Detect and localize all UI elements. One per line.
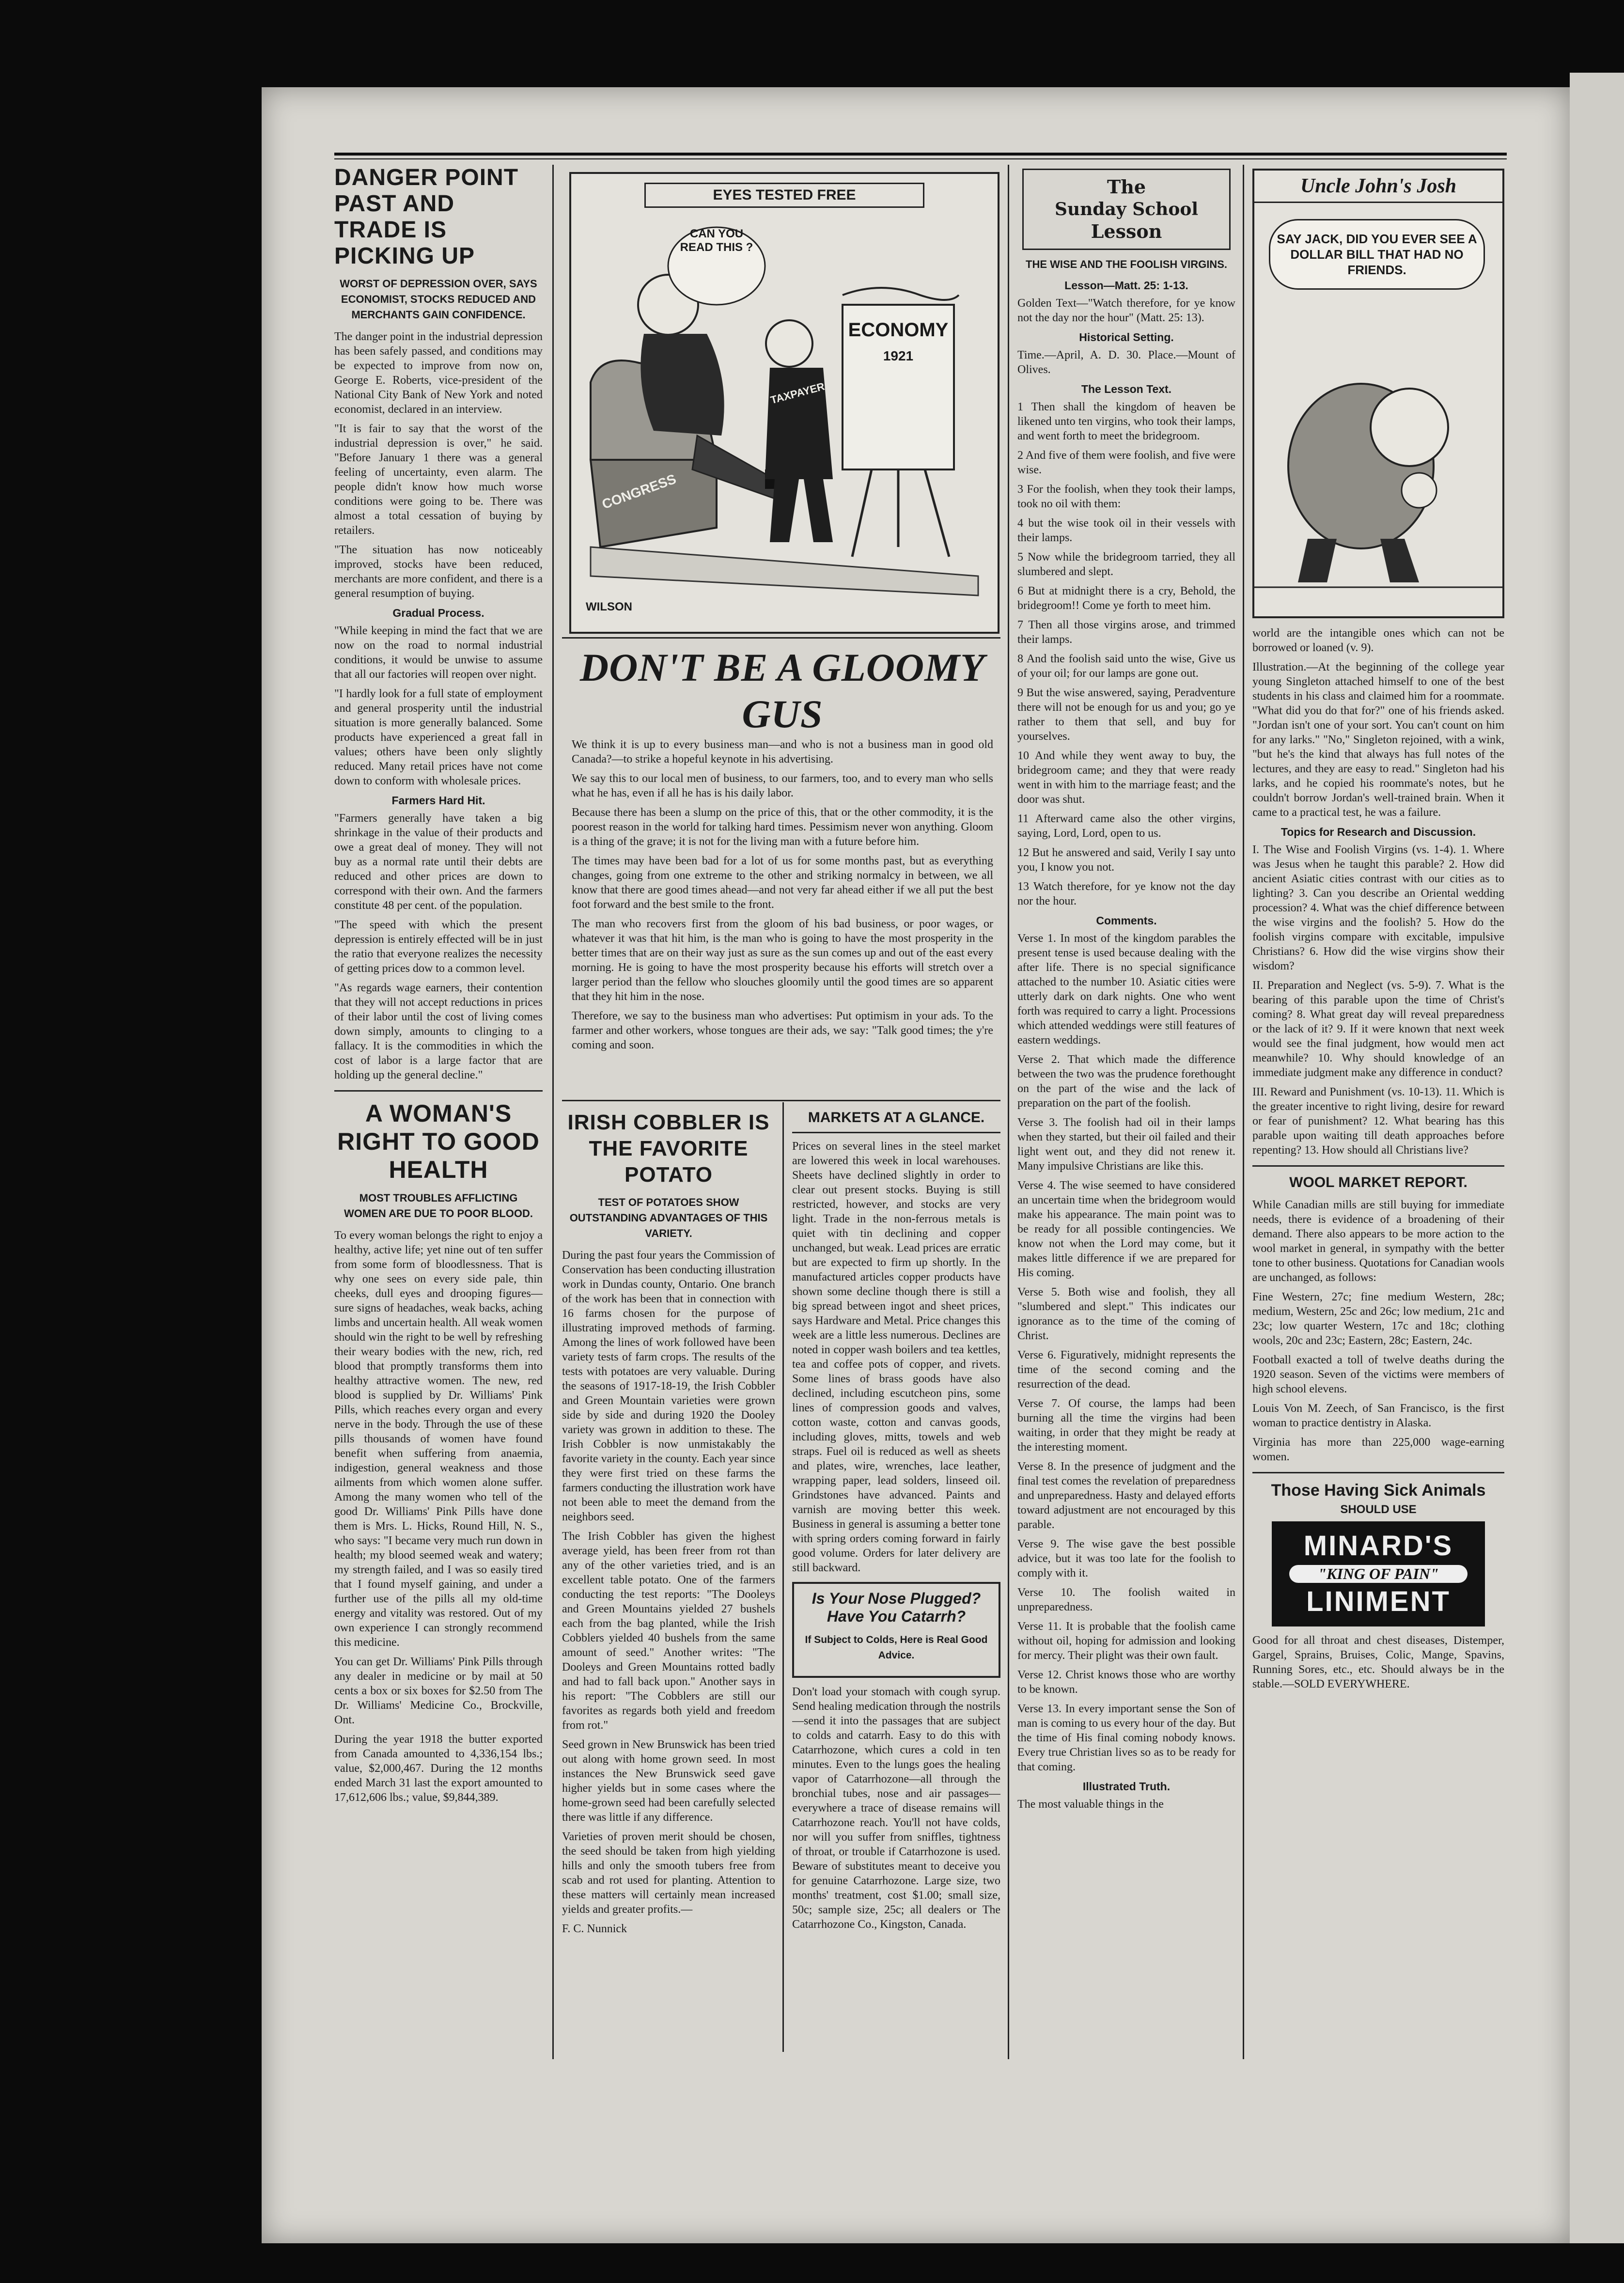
verse: 12 But he answered and said, Verily I say unto you, I know you not. — [1017, 846, 1235, 874]
cartoon-signature: WILSON — [586, 600, 632, 613]
verse: 3 For the foolish, when they took their lamps, took no oil with them: — [1017, 483, 1235, 510]
comment: Verse 4. The wise seemed to have considered an uncertain time when the bridegroom would make his appearance. The main point was to be ready for all possible contingencies. We know not when the Lord may come, but it makes little difference if we are prepared for His coming. — [1017, 1179, 1235, 1279]
verse: 13 Watch therefore, for ye know not the day nor the hour. — [1017, 880, 1235, 907]
article-paragraph: Illustration.—At the beginning of the college year young Singleton attached himself to one of the best students in his class and claimed him for a roommate. "What did you do that for?" one of his friends asked. "Jordan isn't one of your sort. You can't count on him for any larks." "No," Singleton rejoined, with a wink, "but he's the kind that always has full notes of the lectures, and they are easy to read." Singleton had his larks, and he copied his roommate's notes, but he couldn't borrow Jordan's well-trained brain. When it came to a practical test, he was a failure. — [1252, 661, 1504, 819]
ad-title-line1: Is Your Nose Plugged? — [812, 1590, 981, 1607]
ad-heading-sick-animals: Those Having Sick Animals — [1271, 1481, 1486, 1500]
article-paragraph: We say this to our local men of business, to our farmers, too, and to every man who sells what he has, even if all he has is his daily labor. — [572, 772, 993, 799]
column-rule-1 — [552, 165, 554, 2059]
verse: 6 But at midnight there is a cry, Behold, the bridegroom!! Come ye forth to meet him. — [1017, 585, 1235, 612]
article-paragraph: "While keeping in mind the fact that we are now on the road to normal industrial conditions, it would be unwise to assume that all our factories will reopen over night. — [334, 625, 543, 681]
cartoon-economy-label: ECONOMY — [848, 319, 949, 341]
subheading: Comments. — [1096, 914, 1157, 927]
article-paragraph: The times may have been bad for a lot of us for some months past, but as everything changes, going from one extreme to the other and striking normalcy in between, we all know that there are good times ahead—and not very far ahead either if we all put the best foot forward and the best smile to the front. — [572, 855, 993, 911]
article-paragraph: "The situation has now noticeably improved, stocks have been reduced, merchants are more confident, and there is a general resumption of buying. — [334, 544, 543, 600]
lesson-reference: Lesson—Matt. 25: 1-13. — [1064, 279, 1188, 292]
logo-liniment: LINIMENT — [1306, 1586, 1451, 1617]
article-paragraph: "As regards wage earners, their contention that they will not accept reductions in prices of their labor until the cost of living comes down simply, amounts to clinging to a fallacy. It is the commodities in which the cost of labor is a large factor that are holding up the general decline." — [334, 982, 543, 1081]
comic-illustration — [1254, 330, 1502, 602]
comment: Verse 3. The foolish had oil in their lamps when they started, but their oil failed and their light went out, and they did not renew it. Many impulsive Christians are like this. — [1017, 1116, 1235, 1173]
subheading: Farmers Hard Hit. — [391, 794, 485, 807]
verse: 7 Then all those virgins arose, and trimmed their lamps. — [1017, 619, 1235, 646]
article-signature: F. C. Nunnick — [562, 1923, 627, 1935]
comment: The most valuable things in the — [1017, 1798, 1164, 1811]
comment: Verse 10. The foolish waited in unpreparedness. — [1017, 1586, 1235, 1613]
gloomy-gus-article — [572, 644, 993, 1095]
article-paragraph: While Canadian mills are still buying for immediate needs, there is evidence of a broadening of their demand. There also appears to be more action to the wool market in general, in sympathy with the better tone to other business. Quotations for Canadian wools are unchanged, as follows: — [1252, 1199, 1504, 1284]
article-paragraph: Don't load your stomach with cough syrup. Send healing medication through the nostrils—send it into the passages that are subject to colds and catarrh. Easy to do this with Catarrhozone, which cures a cold in ten minutes. Even to the lungs goes the healing vapor of Catarrhozone—all through the bronchial tubes, nose and air passages—everywhere a trace of disease remains will Catarrhozone reach. You'll not have colds, nor will you suffer from sniffles, tightness of throat, or trouble if Catarrhozone is used. Beware of substitutes meant to deceive you for genuine Catarrhozone. Large size, two months' treatment, cost $1.00; small size, 50c; sample size, 25c; all dealers or The Catarrhozone Co., Kingston, Canada. — [792, 1686, 1000, 1931]
column-rule-2 — [1008, 165, 1009, 2059]
comment: Verse 7. Of course, the lamps had been burning all the time the virgins had been waiting, in order that they might be ready at the interesting moment. — [1017, 1397, 1235, 1454]
column-1 — [334, 165, 543, 2127]
top-rule — [334, 153, 1507, 156]
subheading: Historical Setting. — [1079, 331, 1174, 344]
subheading: Illustrated Truth. — [1082, 1780, 1171, 1793]
golden-text: Golden Text—"Watch therefore, for ye know not the day nor the hour" (Matt. 25: 13). — [1017, 297, 1235, 324]
comment: Verse 2. That which made the difference between the two was the prudence forethought on the part of the wise and the lack of preparation on the part of the foolish. — [1017, 1053, 1235, 1110]
article-paragraph: Fine Western, 27c; fine medium Western, 28c; medium, Western, 25c and 26c; low medium, 21c and 23c; low quarter Western, 17c and 18c; clothing wools, 20c and 23c; Eastern, 28c; Eastern, 24c. — [1252, 1291, 1504, 1347]
column-rule-2b — [782, 1102, 784, 2052]
verse: 9 But the wise answered, saying, Peradventure there will not be enough for us and you; go ye rather to them that sell, and buy for yourselves. — [1017, 687, 1235, 743]
verse: 10 And while they went away to buy, the bridegroom came; and they that were ready went in with him to the marriage feast; and the door was shut. — [1017, 750, 1235, 806]
comment: Verse 6. Figuratively, midnight represents the time of the second coming and the resurrection of the dead. — [1017, 1349, 1235, 1391]
article-paragraph: III. Reward and Punishment (vs. 10-13). 11. Which is the greater incentive to right living, desire for reward or fear of punishment? 12. What bearing has this parable upon waiting till death approaches before repenting? 13. How should all Christians live? — [1252, 1086, 1504, 1157]
editorial-cartoon — [569, 172, 999, 634]
markets-article — [792, 1110, 1000, 2054]
article-paragraph: The danger point in the industrial depression has been safely passed, and conditions may be expected to improve from now on, George E. Roberts, vice-president of the National City Bank of New York and noted economist, declared in an interview. — [334, 330, 543, 416]
article-paragraph: During the past four years the Commission of Conservation has been conducting illustration work in Dundas county, Ontario. One branch of the work has been that in connection with 16 farms chosen for the purpose of illustrating improved methods of farming. Among the lines of work followed have been variety tests of farm crops. The results of the tests with potatoes are very valuable. During the seasons of 1917-18-19, the Irish Cobbler and Green Mountain varieties were grown side by side and during 1920 the Dooley variety was grown in addition to these. The Irish Cobbler is now unmistakably the favorite variety in the county. Each year since they were first tried on these farms the farmers conducting the illustration work have not been able to meet the demand from the neighbors seed. — [562, 1249, 775, 1523]
cartoon-speech-bubble: CAN YOU READ THIS ? — [680, 227, 753, 254]
headline-irish-cobbler: IRISH COBBLER IS THE FAVORITE POTATO — [567, 1110, 770, 1187]
article-paragraph: To every woman belongs the right to enjoy a healthy, active life; yet nine out of ten suffer from some form of bloodlessness. That is why one sees on every side pale, thin cheeks, dull eyes and drooping figures—sure signs of headaches, weak backs, aching limbs and uncertain health. All weak women should win the right to be well by refreshing their weary bodies with the new, rich, red blood that promptly transforms them into healthy attractive women. The new, red blood is supplied by Dr. Williams' Pink Pills, which reaches every organ and every nerve in the body. Through the use of these pills thousands of women have found benefit when suffering from anaemia, indigestion, general weakness and those ailments from which women alone suffer. Among the many women who tell of the good Dr. Williams' Pink Pills have done them is Mrs. L. Hicks, Round Hill, N. S., who says: "I became very much run down in health; my blood seemed weak and watery; my strength failed, and I was so easily tired that I found myself gaining, and under a further use of the pills all my old-time energy and vitality was restored. Out of my own experience I can strongly recommend this medicine. — [334, 1229, 543, 1649]
cartoon-illustration — [571, 208, 998, 625]
newspaper-page — [262, 87, 1570, 2243]
header-lesson: Lesson — [1091, 220, 1162, 242]
ad-title-line2: Have You Catarrh? — [827, 1608, 966, 1625]
irish-cobbler-article — [562, 1110, 775, 2054]
logo-slogan: "KING OF PAIN" — [1289, 1565, 1468, 1583]
comic-strip — [1252, 169, 1504, 618]
article-paragraph: Therefore, we say to the business man who advertises: Put optimism in your ads. To the farmer and other workers, whose tongues are their ads, we say: "Talk good times; the y're coming and soon. — [572, 1010, 993, 1051]
ad-should-use: SHOULD USE — [1340, 1503, 1417, 1516]
verse: 8 And the foolish said unto the wise, Give us of your oil; for our lamps are gone out. — [1017, 653, 1235, 680]
headline-markets: MARKETS AT A GLANCE. — [808, 1110, 985, 1126]
comment: Verse 12. Christ knows those who are worthy to be known. — [1017, 1669, 1235, 1696]
verse: 1 Then shall the kingdom of heaven be likened unto ten virgins, who took their lamps, and went forth to meet the bridegroom. — [1017, 401, 1235, 442]
ad-subtitle: If Subject to Colds, Here is Real Good Advice. — [805, 1634, 988, 1661]
headline-gloomy-gus: DON'T BE A GLOOMY GUS — [579, 645, 985, 736]
section-rule — [334, 1090, 543, 1092]
lesson-title: THE WISE AND THE FOOLISH VIRGINS. — [1026, 258, 1227, 270]
subhead-danger-point: WORST OF DEPRESSION OVER, SAYS ECONOMIST, STOCKS REDUCED AND MERCHANTS GAIN CONFIDENCE. — [340, 278, 537, 321]
article-paragraph: Prices on several lines in the steel market are lowered this week in local warehouses. Sheets have declined slightly in order to clear out present stocks. Buying is still restricted, however, and stocks are very light. Trade in the non-ferrous metals is quiet with tin declining and copper unchanged, but weak. Lead prices are erratic but are expected to firm up shortly. In the manufactured articles copper products have shown some decline though there is still a big spread between ingot and sheet prices, says Hardware and Metal. Price changes this week are a little less numerous. Declines are noted in copper wash boilers and tea kettles, tea and coffee pots of copper, and rivets. Some lines of brass goods have also declined, including escutcheon pins, some lines of compression goods and valves, cotton waste, cotton and canvas goods, including gloves, mitts, towels and web straps. Fuel oil is reduced as well as sheets and plates, wire, wrenches, lace leather, wrapping paper, lead solders, linseed oil. Grindstones have advanced. Paints and varnish are moving better this week. Business in general is assuming a better tone with spring orders coming forward in fairly good volume. Orders for later delivery are still backward. — [792, 1140, 1000, 1574]
article-paragraph: "It is fair to say that the worst of the industrial depression is over," he said. "Before January 1 there was a general feeling of uncertainty, even alarm. The people didn't know how much worse conditions were going to be. There was almost a total cessation of buying by retailers. — [334, 422, 543, 537]
subhead-womans-right: MOST TROUBLES AFFLICTING WOMEN ARE DUE TO POOR BLOOD. — [344, 1192, 533, 1220]
article-paragraph: We think it is up to every business man—and who is not a business man in good old Canada?—to strike a hopeful keynote in his advertising. — [572, 738, 993, 766]
article-paragraph: During the year 1918 the butter exported from Canada amounted to 4,336,154 lbs.; value, $2,000,467. During the 12 months ended March 31 last the export amounted to 17,612,606 lbs.; value, $9,844,389. — [334, 1733, 543, 1804]
verse: 4 but the wise took oil in their vessels with their lamps. — [1017, 517, 1235, 544]
rule-below-cartoon — [562, 637, 1000, 639]
sunday-school-header — [1022, 169, 1231, 250]
article-paragraph: Seed grown in New Brunswick has been tried out along with home grown seed. In most instances the New Brunswick seed gave higher yields but in some cases where the home-grown seed had been carefully selected there was little if any difference. — [562, 1738, 775, 1824]
section-rule — [1252, 1472, 1504, 1473]
subheading: Topics for Research and Discussion. — [1280, 826, 1476, 838]
article-paragraph: II. Preparation and Neglect (vs. 5-9). 7. What is the bearing of this parable upon the time of Christ's coming? 8. What great day will reveal preparedness or the lack of it? 9. If it were known that next week would see the final judgment, how would men act meanwhile? 10. Why should knowledge of an immediate judgment make any difference in conduct? — [1252, 979, 1504, 1079]
headline-wool-market: WOOL MARKET REPORT. — [1289, 1174, 1468, 1190]
article-paragraph: You can get Dr. Williams' Pink Pills through any dealer in medicine or by mail at 50 cents a box or six boxes for $2.50 from The Dr. Williams' Medicine Co., Brockville, Ont. — [334, 1656, 543, 1726]
top-rule-thin — [334, 158, 1507, 159]
comment: Verse 8. In the presence of judgment and the final test comes the revelation of preparedness and unpreparedness. Hasty and delayed efforts toward adjustment are not encouraged by this parable. — [1017, 1460, 1235, 1531]
headline-danger-point: DANGER POINT PAST AND TRADE IS PICKING UP — [334, 165, 519, 269]
section-rule — [792, 1132, 1000, 1133]
rule-above-cobbler — [562, 1100, 1000, 1101]
comic-speech-bubble: SAY JACK, DID YOU EVER SEE A DOLLAR BILL THAT HAD NO FRIENDS. — [1269, 219, 1485, 290]
article-paragraph: Time.—April, A. D. 30. Place.—Mount of Olives. — [1017, 349, 1235, 376]
headline-womans-right: A WOMAN'S RIGHT TO GOOD HEALTH — [337, 1100, 540, 1183]
minards-logo — [1272, 1521, 1485, 1626]
catarrhozone-ad-box — [792, 1582, 1000, 1678]
column-rule-3 — [1243, 165, 1244, 2059]
article-paragraph: Football exacted a toll of twelve deaths during the 1920 season. Seven of the victims were members of high school elevens. — [1252, 1354, 1504, 1395]
article-paragraph: "Farmers generally have taken a big shrinkage in the value of their products and owe a great deal of money. They will not buy as a normal rate until their debts are reduced and other prices are down to correspond with their own. And the farmers constitute 48 per cent. of the population. — [334, 812, 543, 912]
header-the: The — [1107, 176, 1146, 198]
verse: 5 Now while the bridegroom tarried, they all slumbered and slept. — [1017, 551, 1235, 578]
column-3 — [1017, 165, 1235, 2059]
article-paragraph: The man who recovers first from the gloom of his bad business, or poor wages, or whatever it was that hit him, is the man who is going to have the most prosperity in the better times that are on their way just as sure as the sun comes up and out of the east every morning. He is going to have the most prosperity because his efforts will stretch over a larger period than the fellow who slouches gloomily until the good times are so apparent that they hit him in the nose. — [572, 918, 993, 1003]
verse: 2 And five of them were foolish, and five were wise. — [1017, 449, 1235, 476]
subheading: The Lesson Text. — [1081, 383, 1172, 395]
subheading: Gradual Process. — [392, 607, 484, 619]
comment: Verse 1. In most of the kingdom parables the present tense is used because dealing with the after life. There is no special significance attached to the number 10. Asiatic cities were utterly dark on dark nights. One who went forth was required to carry a light. Processions which attended weddings were still features of eastern weddings. — [1017, 932, 1235, 1047]
comment: Verse 11. It is probable that the foolish came without oil, hoping for admission and looking for mercy. Their plight was their own fault. — [1017, 1620, 1235, 1662]
article-paragraph: "I hardly look for a full state of employment and general prosperity until the industrial situation is more generally balanced. Some products have experienced a great fall in values; others have been only slightly reduced. Many retail prices have not come down to conform with wholesale prices. — [334, 688, 543, 787]
header-sunday-school: Sunday School — [1054, 199, 1199, 219]
comment: Verse 13. In every important sense the Son of man is coming to us every hour of the day. But the time of His final coming nobody knows. Every true Christian lives so as to be ready for that coming. — [1017, 1703, 1235, 1773]
logo-minards: MINARD'S — [1303, 1530, 1453, 1562]
ad-text: Good for all throat and chest diseases, Distemper, Gargel, Sprains, Bruises, Colic, Mange, Spavins, Running Sores, etc., etc. Should always be in the stable.—SOLD EVERYWHERE. — [1252, 1634, 1504, 1690]
article-paragraph: Louis Von M. Zeech, of San Francisco, is the first woman to practice dentistry in Alaska. — [1252, 1402, 1504, 1429]
verse: 11 Afterward came also the other virgins, saying, Lord, Lord, open to us. — [1017, 813, 1235, 840]
section-rule — [1252, 1165, 1504, 1167]
comment: Verse 9. The wise gave the best possible advice, but it was too late for the foolish to comply with it. — [1017, 1538, 1235, 1579]
subhead-irish-cobbler: TEST OF POTATOES SHOW OUTSTANDING ADVANTAGES OF THIS VARIETY. — [569, 1196, 768, 1239]
article-paragraph: The Irish Cobbler has given the highest average yield, has been freer from rot than any of the other varieties tried, and is an excellent table potato. One of the farmers conducting the test reports: "The Dooleys and Green Mountains yielded 27 bushels each from the bag planted, while the Irish Cobblers yielded 40 bushels from the same amount of seed." Another writes: "The Dooleys and Green Mountains rotted badly and had to fall back upon." Another says in his report: "The Cobblers are still our favorites as regards both yield and freedom from rot." — [562, 1530, 775, 1732]
cartoon-header: EYES TESTED FREE — [644, 183, 924, 208]
adjacent-page-edge — [1570, 73, 1624, 2243]
article-paragraph: world are the intangible ones which can not be borrowed or loaned (v. 9). — [1252, 627, 1504, 654]
comment: Verse 5. Both wise and foolish, they all "slumbered and slept." This indicates our ignorance as to the time of the coming of Christ. — [1017, 1286, 1235, 1342]
column-4 — [1252, 165, 1504, 2059]
article-paragraph: I. The Wise and Foolish Virgins (vs. 1-4). 1. Where was Jesus when he taught this parable? 2. How did ancient Asiatic cities contrast with our cities as to lighting? 3. Can you describe an Oriental wedding procession? 4. What was the chief difference between the wise virgins and the foolish? 5. How do the foolish virgins compare with excitable, impulsive Christians? 6. How did the wise virgins show their wisdom? — [1252, 844, 1504, 972]
article-paragraph: Because there has been a slump on the price of this, that or the other commodity, it is the poorest reason in the world for talking hard times. Pessimism never won anything. Gloom is a thing of the grave; it is not for the living man with a future before him. — [572, 806, 993, 848]
article-paragraph: "The speed with which the present depression is entirely effected will be in just the ratio that everyone realizes the necessity of getting prices dow to a common level. — [334, 919, 543, 975]
cartoon-congress-label: CONGRESS — [600, 471, 678, 512]
article-paragraph: Virginia has more than 225,000 wage-earning women. — [1252, 1436, 1504, 1463]
comic-title: Uncle John's Josh — [1254, 171, 1502, 203]
cartoon-year-label: 1921 — [883, 348, 914, 363]
cartoon-taxpayer-label: TAXPAYER — [769, 380, 826, 407]
article-paragraph: Varieties of proven merit should be chosen, the seed should be taken from high yielding hills and only the smooth tubers free from scab and rot used for planting. Attention to these matters will certainly mean increased yields and greater profits.— — [562, 1830, 775, 1916]
